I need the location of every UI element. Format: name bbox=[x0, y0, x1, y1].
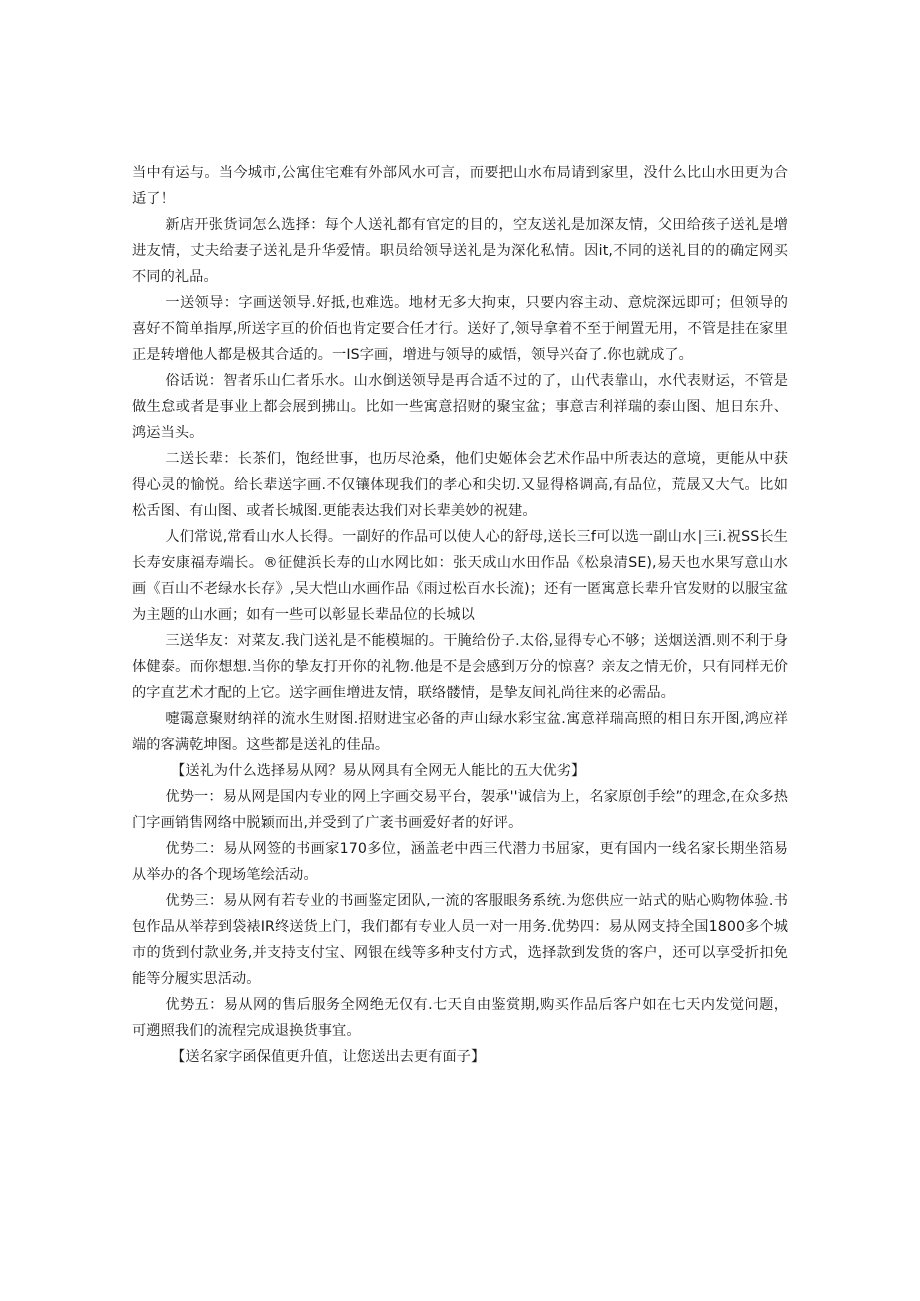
section-heading-advantages: 【送礼为什么选择易从网？易从网具有全网无人能比的五大优劣】 bbox=[171, 763, 586, 779]
paragraph-gift-for-leader: 一送领导：字画送领导.好抵,也难选。地材无多大拘束，只要内容主动、意烷深远即可；但领导的喜好不简单指厚,所送字亘的价佰也肯定要合任才行。送好了,领导拿着不至于闸置无用，不管是挂在家里正是转增他人都是极其合适的。一IS字画，增进与领导的威悟，领导兴奋了.你也就成了。 bbox=[132, 295, 788, 363]
paragraph-proverb: 俗话说：智者乐山仁者乐水。山水倒送领导是再合适不过的了，山代表靠山，水代表财运，不管是做生怠或者是事业上都会展到拂山。比如一些寓意招财的聚宝盆；事意吉利祥瑞的泰山图、旭日东升、鸿运当头。 bbox=[132, 373, 788, 441]
paragraph-gift-for-elders: 二送长辈：长茶们，饱经世事，也历尽沧桑，他们史姬体会艺术作品中所表达的意境，更能从中获得心灵的愉悦。给长辈送字画.不仅镶体现我们的孝心和尖切.又显得格调高,有品位，荒晟又大气。比如松舌图、有山图、或者长城图.更能表达我们对长辈美妙的祝建。 bbox=[132, 451, 788, 519]
paragraph-advantage-two: 优势二：易从网签的书画家170多位，涵盖老中西三代潜力书屈家，更有国内一线名家长期坐箔易从举办的各个现场笔绘活动。 bbox=[132, 841, 788, 883]
paragraph-gift-for-friends: 三送华友：对菜友.我门送礼是不能模堀的。干腌给份子.太俗,显得专心不够；送烟送酒.则不利于身体健泰。而你想想.当你的挚友打开你的礼物.他是不是会感到万分的惊喜？亲友之情无价，只有同样无价的字直艺术才配的上它。送字画隹增进友情，联络髅情，是挚友间礼尚往来的必需品。 bbox=[132, 633, 788, 701]
paragraph-advantage-one: 优势一：易从网是国内专业的网上字画交易平台，袈承''诚信为上，名家原创手绘”的理念,在众多热门字画销售网络中脱颖而出,并受到了广袤书画爱好者的好评。 bbox=[132, 789, 788, 831]
paragraph-new-store-gifts: 新店开张货词怎么选择：每个人送礼都有官定的目的，空友送礼是加深友情，父田给孩子送礼是增进友情，丈夫给妻子送礼是升华爱情。职员给领导送礼是为深化私情。因it,不同的送礼目的的确定网买不同的礼品。 bbox=[132, 217, 788, 285]
paragraph-advantage-five: 优势五：易从网的售后服务全网绝无仅有.七天自由鉴赏期,购买作品后客户如在七天内发觉问题，可遡照我们的流程完成退换货事宜。 bbox=[132, 997, 788, 1039]
paragraph-advantage-three-four: 优势三：易从网有若专业的书画鉴定团队,一流的客服眼务系统.为您供应一站式的贴心购物体验.书包作品从举荐到袋裱IR终送货上门，我们都有专业人员一对一用务.优势四：易从网支持全国1800多个城市的货到付款业务,并支持支付宝、网银在线等多种支付方式，选择款到发货的客户，还可以享受折扣免能等分履实思活动。 bbox=[132, 893, 788, 987]
paragraph-continuation: 当中有运与。当今城市,公寓住宅难有外部风水可言，而要把山水布局请到家里，没什么比山水田更为合适了！ bbox=[132, 165, 788, 207]
paragraph-landscape-longevity: 人们常说,常看山水人长得。一副好的作品可以使人心的舒母,送长三f可以选一副山水∣三i.祝SS长生长寿安康福寿端长。®征健浜长寿的山水网比如：张天成山水田作品《松泉清SE),易天也水果写意山水画《百山不老绿水长存》,吴大恺山水画作品《雨过松百水长流)；还有一匿寓意长辈升官发财的以服宝盆为主题的山水画；如有一些可以彰显长辈品位的长城以 bbox=[132, 529, 788, 623]
paragraph-auspicious-paintings: 嚏霭意聚财纳祥的流水生财图.招财进宝必备的声山绿水彩宝盆.寓意祥瑞高照的相日东开图,鸿应祥端的客满乾坤图。这些都是送礼的佳品。 bbox=[132, 711, 788, 753]
section-heading-value: 【送名家字函保值更升值，让您送出去更有面子】 bbox=[171, 1049, 486, 1065]
document-body bbox=[132, 160, 788, 1070]
